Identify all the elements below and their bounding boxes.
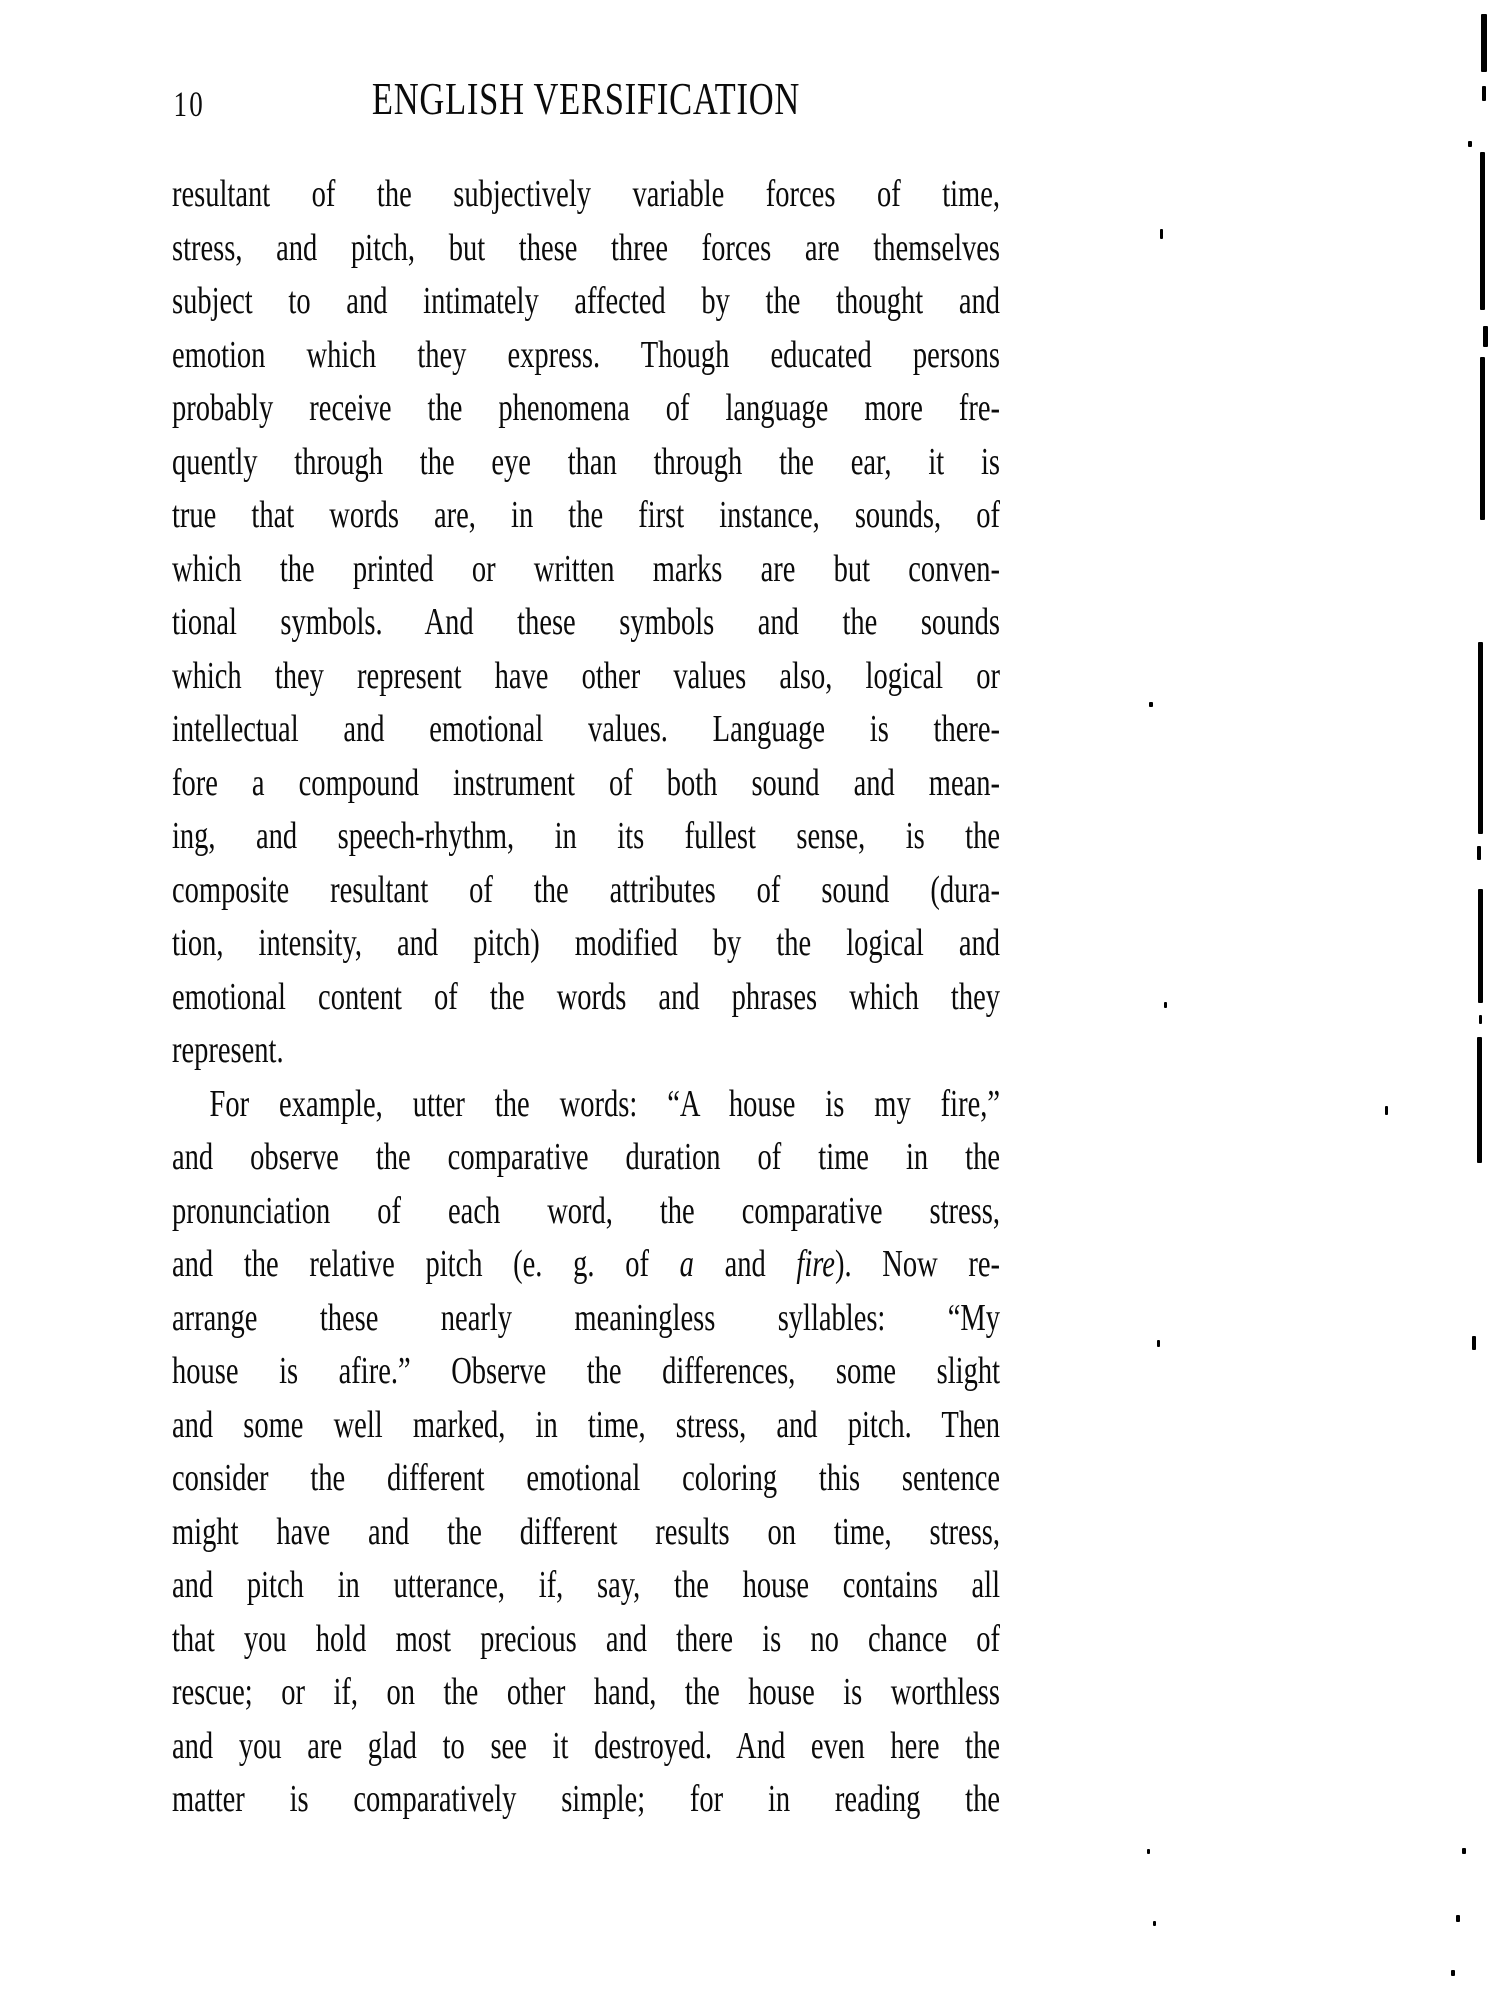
text-line: emotion which they express. Though educated persons [172,333,1000,376]
text-line: stress, and pitch, but these three forces are themselves [172,226,1000,269]
text-line: which they represent have other values also, logical or [172,654,1000,697]
text-line: matter is comparatively simple; for in reading the [172,1778,1000,1820]
ink-speck [1153,1921,1156,1926]
text-line: subject to and intimately affected by the thought and [172,280,1000,322]
page-edge-mark [1451,1970,1455,1976]
page-title: ENGLISH VERSIFICATION [371,73,801,124]
ink-speck [1149,702,1153,707]
text-line: house is afire.” Observe the differences, some slight [172,1350,1000,1392]
page-edge-mark [1480,357,1485,520]
page-content [172,70,1000,1827]
page-number: 10 [173,84,205,124]
page-edge-mark [1477,1037,1482,1163]
text-line: which the printed or written marks are but conven- [172,547,1000,590]
ink-speck [1157,1340,1160,1347]
text-line: and pitch in utterance, if, say, the house contains all [172,1564,1000,1606]
page-edge-mark [1478,889,1483,1003]
text-line: represent. [172,1029,284,1071]
page-edge-mark [1481,14,1487,72]
text-line: true that words are, in the first instance, sounds, of [172,494,1000,536]
text-line: tional symbols. And these symbols and the sounds [172,601,1000,643]
page-edge-mark [1483,326,1488,347]
ink-speck [1385,1106,1388,1115]
text-line: pronunciation of each word, the comparative stress, [172,1189,1000,1232]
text-line: intellectual and emotional values. Language is there- [172,708,1000,750]
text-line: probably receive the phenomena of language more fre- [172,387,1000,429]
page-edge-mark [1472,1336,1476,1350]
page-edge-mark [1462,1848,1466,1854]
text-line: tion, intensity, and pitch) modified by the logical and [172,922,1000,964]
text-line: ing, and speech-rhythm, in its fullest sense, is the [172,815,1000,857]
page-edge-mark [1480,152,1485,310]
body-text [172,168,1000,1827]
page-edge-mark [1478,642,1483,834]
text-line: arrange these nearly meaningless syllables: “My [172,1296,1000,1339]
ink-speck [1160,229,1163,239]
page-edge-mark [1479,1015,1482,1024]
text-line: might have and the different results on time, stress, [172,1510,1000,1553]
text-line: and some well marked, in time, stress, and pitch. Then [172,1403,1000,1446]
text-line: composite resultant of the attributes of sound (dura- [172,868,1000,911]
page-edge-mark [1482,86,1486,101]
text-line: consider the different emotional coloring this sentence [172,1457,1000,1499]
text-line: quently through the eye than through the ear, it is [172,440,1000,483]
page-edge-mark [1456,1915,1460,1922]
page-edge-mark [1477,846,1481,860]
text-line: and you are glad to see it destroyed. And even here the [172,1724,1000,1767]
page-edge-mark [1468,141,1472,147]
text-line: rescue; or if, on the other hand, the house is worthless [172,1671,1000,1713]
text-line: that you hold most precious and there is no chance of [172,1617,1000,1660]
page-header [172,70,1000,168]
text-line: resultant of the subjectively variable forces of time, [172,173,1000,215]
text-line: fore a compound instrument of both sound and mean- [172,761,1000,804]
text-line: and observe the comparative duration of time in the [172,1136,1000,1178]
text-line: emotional content of the words and phrases which they [172,975,1000,1018]
text-line: For example, utter the words: “A house is my fire,” [209,1082,1000,1125]
text-line: and the relative pitch (e. g. of a and fire). Now re- [172,1243,1001,1285]
ink-speck [1147,1849,1150,1854]
ink-speck [1164,1002,1167,1008]
